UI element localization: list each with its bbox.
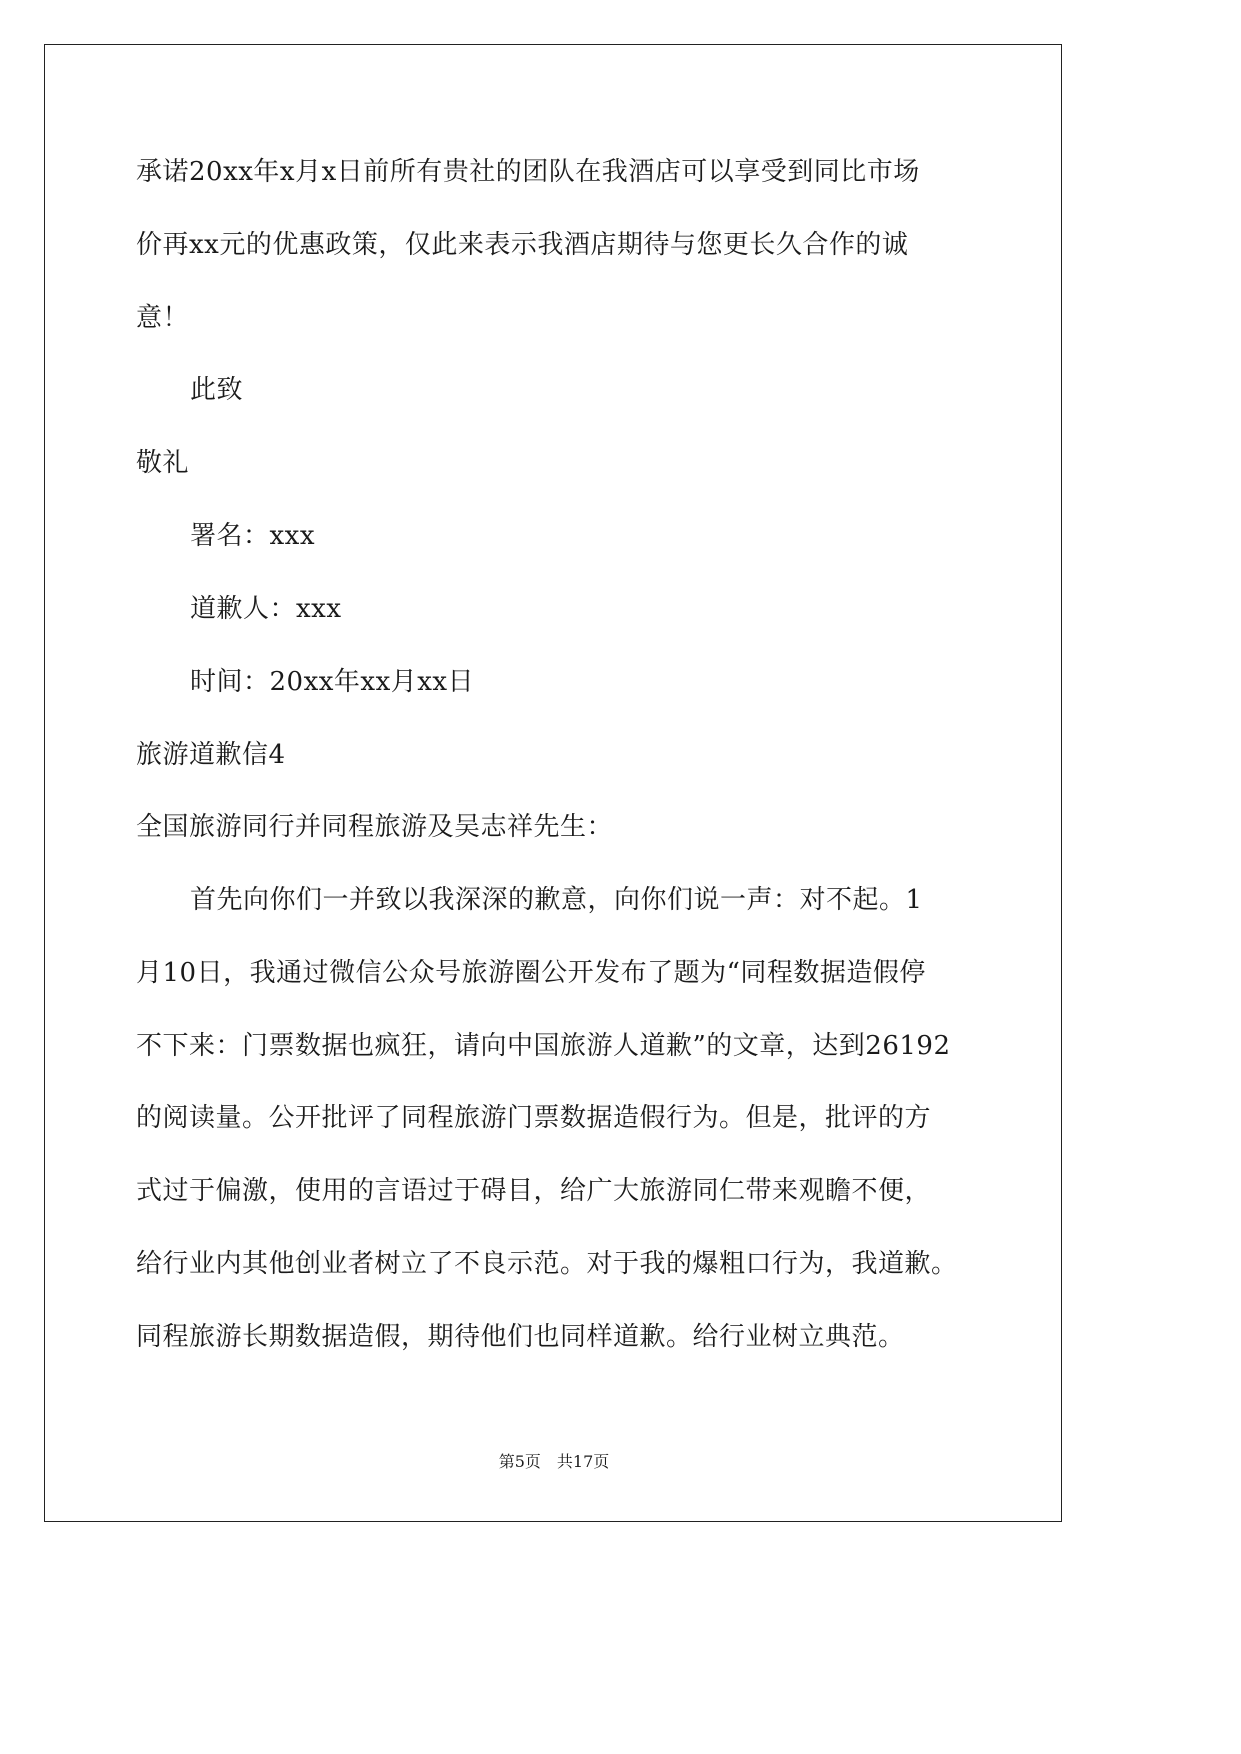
page-border xyxy=(44,44,1062,1522)
signature-line: 署名：xxx xyxy=(190,521,315,551)
body-line-12: 月10日，我通过微信公众号旅游圈公开发布了题为“同程数据造假停 xyxy=(136,958,926,988)
apologizer-line: 道歉人：xxx xyxy=(190,594,342,624)
closing-regards: 敬礼 xyxy=(136,448,190,478)
body-line-2: 价再xx元的优惠政策，仅此来表示我酒店期待与您更长久合作的诚 xyxy=(136,230,909,260)
body-line-3: 意！ xyxy=(136,303,190,333)
body-line-1: 承诺20xx年x月x日前所有贵社的团队在我酒店可以享受到同比市场 xyxy=(136,157,920,187)
body-line-15: 式过于偏激，使用的言语过于碍目，给广大旅游同仁带来观瞻不便， xyxy=(136,1176,932,1206)
section-heading: 旅游道歉信4 xyxy=(136,740,286,770)
body-line-17: 同程旅游长期数据造假，期待他们也同样道歉。给行业树立典范。 xyxy=(136,1322,905,1352)
closing-salutation: 此致 xyxy=(190,375,244,405)
date-line: 时间：20xx年xx月xx日 xyxy=(190,667,475,697)
page-number-footer: 第5页 共17页 xyxy=(498,1452,610,1471)
body-line-11: 首先向你们一并致以我深深的歉意，向你们说一声：对不起。1 xyxy=(190,885,923,915)
body-line-16: 给行业内其他创业者树立了不良示范。对于我的爆粗口行为，我道歉。 xyxy=(136,1249,958,1279)
letter-greeting: 全国旅游同行并同程旅游及吴志祥先生： xyxy=(136,812,614,842)
body-line-14: 的阅读量。公开批评了同程旅游门票数据造假行为。但是，批评的方 xyxy=(136,1103,932,1133)
body-line-13: 不下来：门票数据也疯狂，请向中国旅游人道歉”的文章，达到26192 xyxy=(136,1031,951,1061)
